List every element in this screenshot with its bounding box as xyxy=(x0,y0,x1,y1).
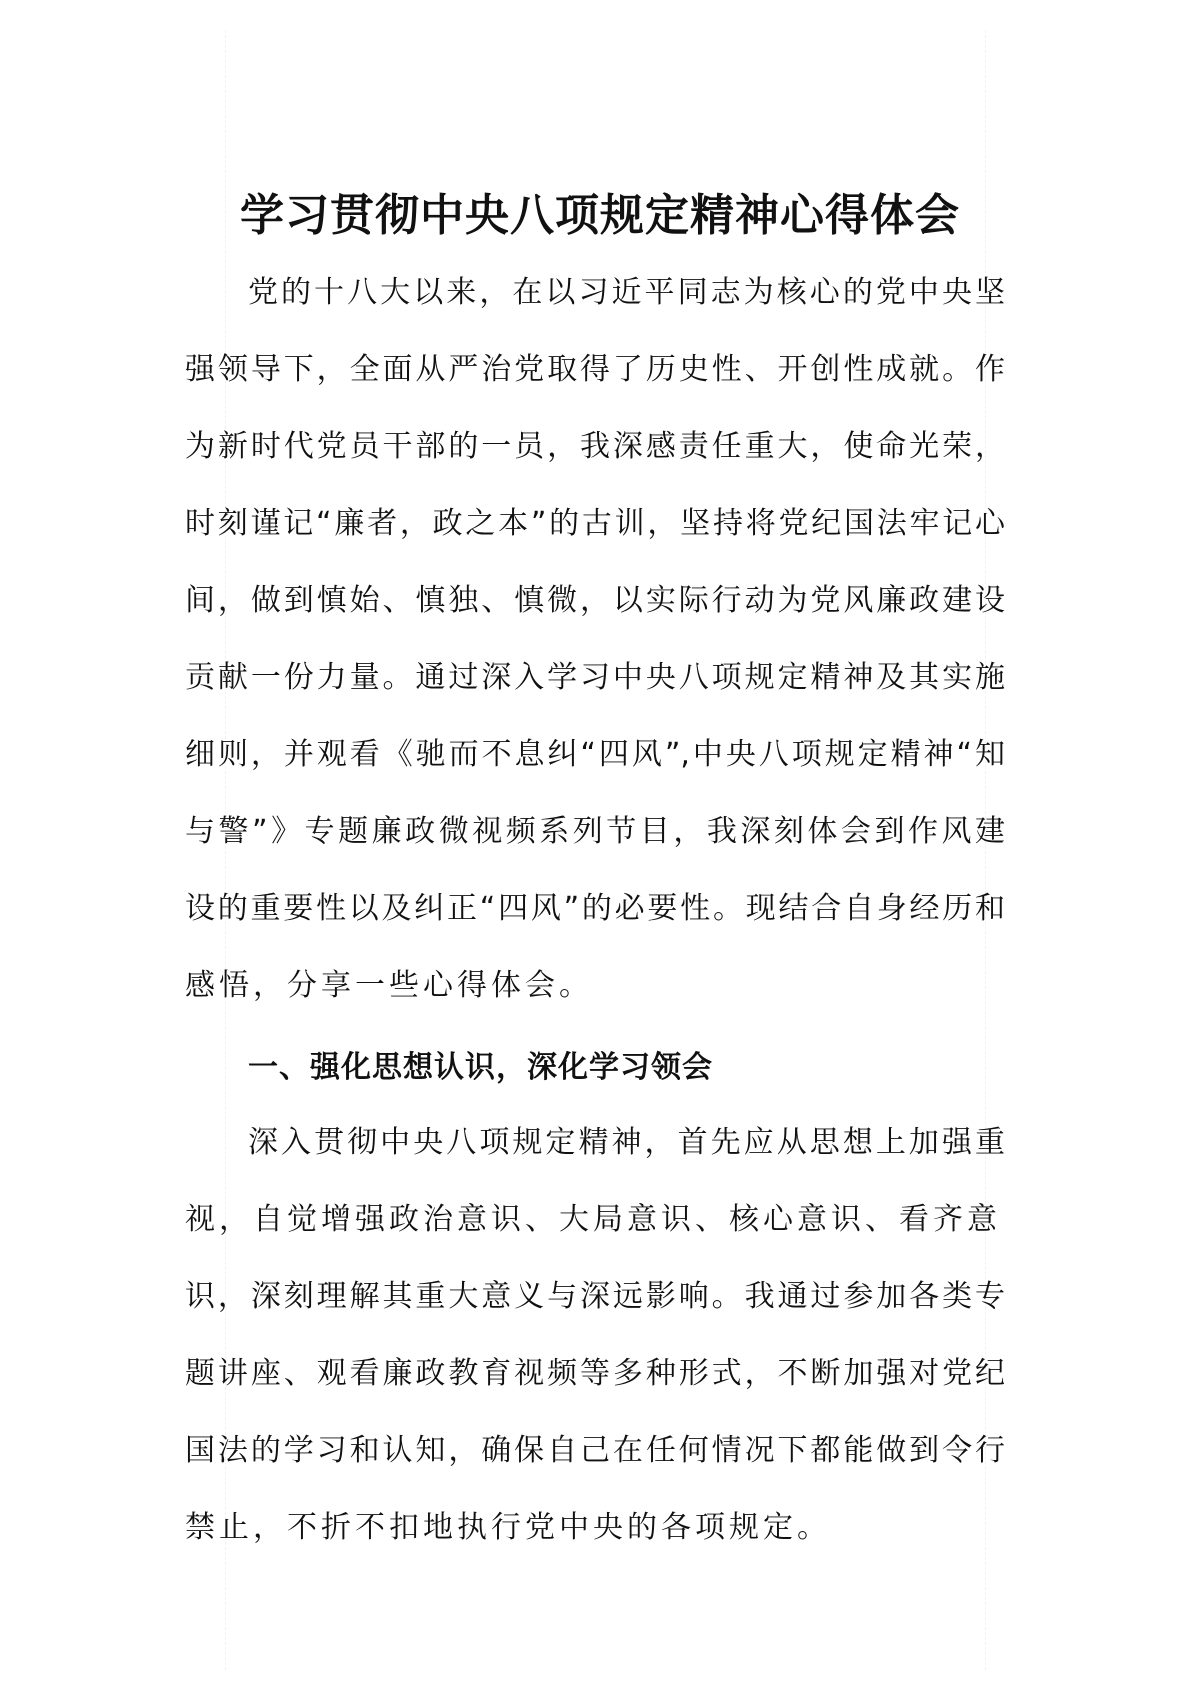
paragraph-1-line-1: 党的十八大以来，在以习近平同志为核心的党中央坚 xyxy=(248,275,1005,310)
paragraph-1-line-8: 与警”》专题廉政微视频系列节目，我深刻体会到作风建 xyxy=(185,814,1005,849)
paragraph-2-line-5: 国法的学习和认知，确保自己在任何情况下都能做到令行 xyxy=(185,1433,1005,1468)
document-title: 学习贯彻中央八项规定精神心得体会 xyxy=(240,190,960,241)
paragraph-1-line-9: 设的重要性以及纠正“四风”的必要性。现结合自身经历和 xyxy=(185,891,1005,926)
paragraph-2-line-2: 视，自觉增强政治意识、大局意识、核心意识、看齐意 xyxy=(185,1202,1001,1237)
paragraph-2-line-4: 题讲座、观看廉政教育视频等多种形式，不断加强对党纪 xyxy=(185,1356,1005,1391)
paragraph-1-line-10: 感悟，分享一些心得体会。 xyxy=(185,968,593,1003)
section-1-heading: 一、强化思想认识，深化学习领会 xyxy=(248,1050,713,1085)
paragraph-1-line-2: 强领导下，全面从严治党取得了历史性、开创性成就。作 xyxy=(185,352,1005,387)
paragraph-2-line-1: 深入贯彻中央八项规定精神，首先应从思想上加强重 xyxy=(248,1125,1005,1160)
paragraph-1-line-4: 时刻谨记“廉者，政之本”的古训，坚持将党纪国法牢记心 xyxy=(185,506,1005,541)
paragraph-2-line-3: 识，深刻理解其重大意义与深远影响。我通过参加各类专 xyxy=(185,1279,1005,1314)
paragraph-1-line-3: 为新时代党员干部的一员，我深感责任重大，使命光荣， xyxy=(185,429,1005,464)
paragraph-1-line-6: 贡献一份力量。通过深入学习中央八项规定精神及其实施 xyxy=(185,660,1005,695)
paragraph-2-line-6: 禁止，不折不扣地执行党中央的各项规定。 xyxy=(185,1510,831,1545)
paragraph-1-line-7: 细则，并观看《驰而不息纠“四风”,中央八项规定精神“知 xyxy=(185,737,1005,772)
paragraph-1-line-5: 间，做到慎始、慎独、慎微，以实际行动为党风廉政建设 xyxy=(185,583,1005,618)
